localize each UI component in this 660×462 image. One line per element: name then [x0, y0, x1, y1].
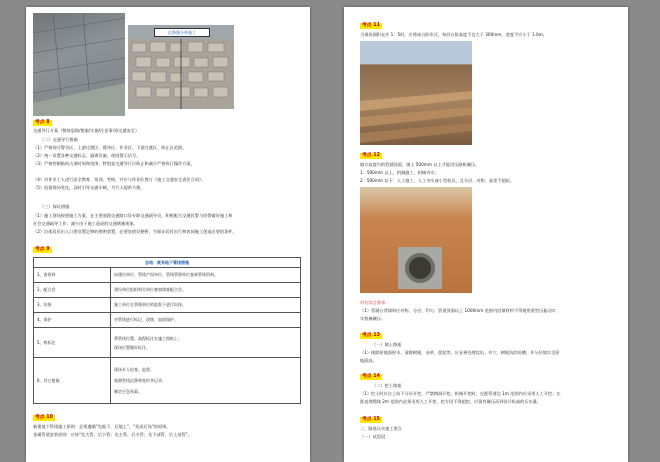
kp8-guarantee-line: （2）沿街居民出入口要设置足够的照明装置，必要处搭设便桥，为保证居民出行和夜间施工创造必要的条件。: [33, 229, 237, 234]
key-point-12-tag: 考点 12: [362, 153, 380, 158]
key-point-14-tag: 考点 14: [362, 374, 380, 379]
row-label: 3、坑探: [34, 298, 111, 313]
table-title: 总结：既有地下管线措施: [34, 258, 301, 268]
row-text: 观测管线沉降和变形并记录；: [114, 378, 166, 383]
backfill-note-line: 实机械碾压。: [360, 316, 386, 321]
row-label: 5、两标注: [34, 328, 111, 358]
key-point-9-tag: 考点 9: [35, 247, 50, 252]
retaining-wall-photo: [33, 13, 125, 116]
key-point-15-tag: 考点 15: [362, 417, 380, 422]
kp8-section-guarantee: （三）保证措施: [40, 204, 70, 209]
row-label: 2、配合会: [34, 283, 111, 298]
kp8-line: （2）统一设置各种交通标志、隔离设施、夜间警示信号。: [33, 153, 141, 158]
settlement-joint-photo: [128, 25, 234, 109]
key-point-10-tag: 考点 10: [35, 415, 53, 420]
document-page-right: [344, 7, 628, 462]
embankment-steps: [360, 41, 472, 145]
key-point-11-tag: 考点 11: [362, 23, 380, 28]
backfill-note-line: （1）管涵台背填料应对称、分层、均匀。管道顶面以上 1000mm 范围内回填材料不得使用重型压振动实: [360, 308, 556, 313]
row-label: 4、保护: [34, 313, 111, 328]
kp15-line: 二、路基压实施工要点: [360, 426, 402, 431]
kp8-guarantee-line: （1）施工现场按照施工方案，在主要道路交通路口设专职交通疏导员，积极配合交通民警与协警做好施工和: [33, 213, 233, 218]
kp12-line: 填方高度内的管涵顶面，填土 500mm 以上才能用压路机碾压。: [360, 162, 480, 167]
kp8-section-measures: （二）交通导行措施: [40, 137, 78, 142]
culvert-pipe-photo: [360, 187, 472, 293]
row-text: 施工单位在管理单位的监督下进行坑探。: [111, 298, 301, 313]
key-point-8-tag: 考点 8: [35, 120, 50, 125]
table-row: [34, 313, 301, 328]
row-text: 现场专人检查、监督；: [114, 367, 154, 372]
kp14-line: （1）挖土时应自上向下分层开挖，严禁掏洞开挖。机械开挖时，在距管道边 1m 范围内应采用人工开挖；在: [360, 391, 561, 396]
table-row: [34, 328, 301, 358]
table-row: [34, 358, 301, 404]
key-point-13-tag: 考点 13: [362, 333, 380, 338]
kp8-line: （1）严格划分警告区、上游过渡区、缓冲区、作业区、下游过渡区、终止区范围。: [33, 145, 187, 150]
culvert-pipe: [360, 187, 472, 293]
photo-caption: 沉降缝分带施工: [154, 28, 210, 37]
kp8-guarantee-line: 社会交通疏导工作；减少由于施工造成的交通堵塞现象。: [33, 221, 138, 226]
pipeline-measures-table: [33, 257, 301, 404]
kp8-line: （5）依据现场变化，及时引导交通车辆，为行人提供方便。: [33, 185, 145, 190]
row-text: 现场位置做好标注。: [114, 344, 150, 350]
kp12-line: 1．500mm 以上，机械施工、机械夯实；: [360, 170, 439, 175]
kp8-title: 交通导行方案（整体思路/措施/实施/注意事项/交通安全）: [33, 128, 140, 133]
row-text: 将管线位置，高程标注在施工图纸上；: [114, 335, 182, 341]
kp13-line: 地面高。: [360, 358, 377, 363]
table-row: [34, 268, 301, 283]
kp13-line: （1）排除原地面积水，清除树根、杂草、淤泥等。应妥善处理坟坑、井穴、树根坑的坑槽，并分层填实至原: [360, 350, 560, 355]
kp11-line: 当现场面积允许 1：5时，应将成台阶形式，每层台阶高度不宜大于 300mm，宽度不应小于 1.0m。: [360, 32, 547, 37]
row-text: 对管线进行标记、改移、加固保护。: [111, 313, 301, 328]
kp10-line: 金属管道安装原则：应按"先大管、后小管；先主管、后支管；先下部管、后上部管"。: [33, 432, 192, 437]
row-label: 1、查资料: [34, 268, 111, 283]
row-label: 6、其它措施: [34, 358, 111, 404]
kp8-line: （4）对作业工人进行安全教育、培训、考核，并应与作业队签订《施工交通安全责任合同》。: [33, 177, 206, 182]
table-row: [34, 283, 301, 298]
embankment-steps-photo: [360, 41, 472, 145]
kp14-section: （二）挖土路基: [372, 383, 402, 388]
kp13-section: （一）填土路基: [372, 342, 402, 347]
document-page-left: [26, 7, 310, 462]
stone-wall-texture: [128, 25, 234, 109]
row-text: 建设单位组织相关单位参加调查配合会。: [111, 283, 301, 298]
backfill-note-heading: 对位综合要求：: [360, 300, 390, 305]
kp15-line: （一）试验段: [360, 434, 386, 439]
kp10-line: 新建地下管线施工原则：必须遵循"先地下，后地上"，"先深后浅"的原则。: [33, 424, 171, 429]
kp14-line: 距直埋缆线 2m 范围内必须采用人工开挖。挖方段不得超挖，应留有碾压而到设计标高的压实量。: [360, 399, 542, 404]
table-row: [34, 298, 301, 313]
wall-panel-lines: [33, 13, 125, 116]
kp8-line: （3）严格控制临时占道时间和范围，特别是交通导行应防止和减少严格执行操作方案。: [33, 161, 195, 166]
kp12-line: 2．500mm 以下：人工施工、人工夯实或小型机具，且分层、对称、高差不超标。: [360, 178, 515, 183]
row-text: 制定应急预案。: [114, 389, 142, 394]
row-text: 向建设单位、管线产权单位、管线管理单位查询管线资料。: [111, 268, 301, 283]
